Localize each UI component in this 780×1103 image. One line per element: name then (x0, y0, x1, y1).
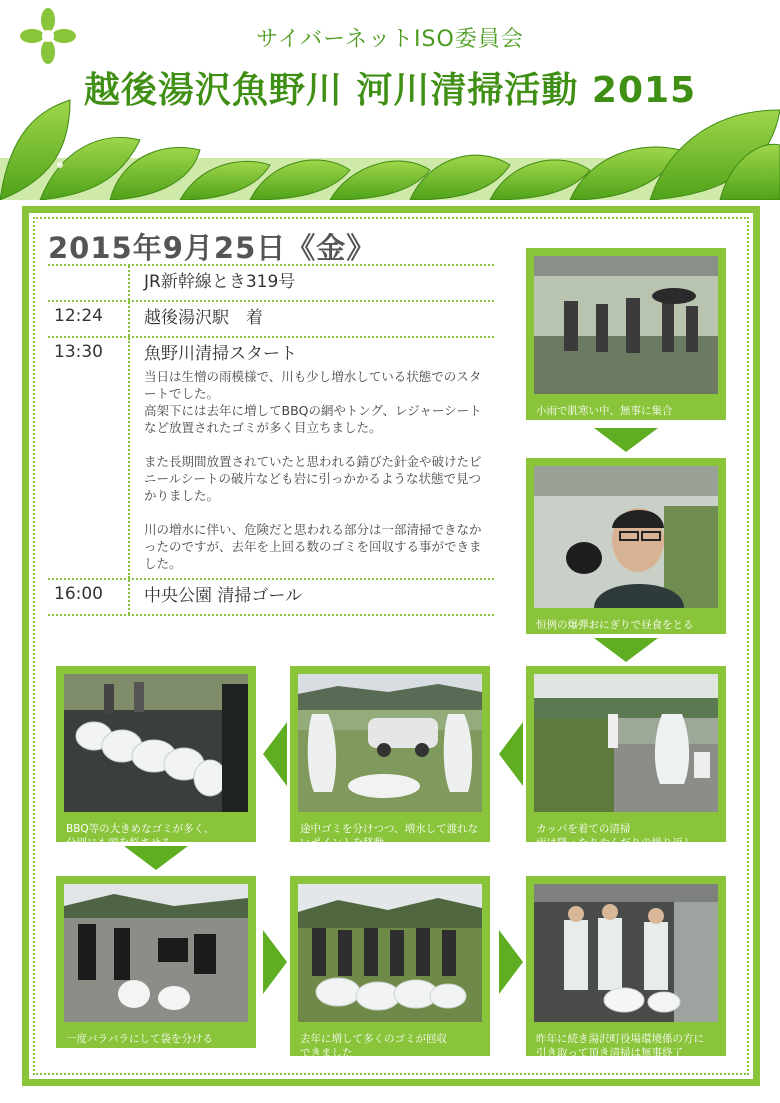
separating-bags-photo (64, 884, 248, 1022)
photo-card (526, 248, 726, 420)
flow-arrow-right-icon (263, 930, 287, 994)
timeline-row (48, 578, 494, 616)
timeline-event: 魚野川清掃スタート (144, 344, 297, 364)
photo-caption: 一度バラバラにして袋を分ける (66, 1033, 213, 1045)
photo-card (56, 666, 256, 849)
flow-arrow-right-icon (499, 930, 523, 994)
timeline (48, 264, 494, 616)
lunch-photo (534, 466, 718, 608)
photo-caption: カッパを着ての清掃 雨は降ったりやんだりの繰り返し (536, 823, 694, 849)
timeline-row (48, 300, 494, 336)
timeline-row (48, 336, 494, 578)
timeline-body (128, 266, 494, 300)
timeline-description: 当日は生憎の雨模様で、川も少し増水している状態でのスタートでした。 高架下には去年に増してBBQの網やトング、レジャーシートなど放置されたゴミが多く目立ちました。 また長期間放置されていたと思われる錆びた針金や破けたビニールシートの破片なども岩に引っかかるような状態で見つかりました。 川の増水に伴い、危険だと思われる部分は一部清掃できなかったのですが、去年を上回る数のゴミを回収する事ができました。 (144, 369, 482, 571)
photo-caption: 途中ゴミを分けつつ、増水して渡れないポイントを移動 (300, 823, 479, 849)
timeline-time: 16:00 (54, 584, 103, 604)
flow-arrow-down-icon (594, 638, 658, 662)
cleanup-complete-photo (534, 884, 718, 1022)
timeline-body (128, 580, 494, 614)
event-date: 2015年9月25日《金》 (48, 231, 377, 265)
group-gathering-photo (534, 256, 718, 394)
timeline-event: 越後湯沢駅 着 (144, 308, 263, 328)
photo-card (526, 666, 726, 849)
photo-caption: 小雨で肌寒い中、無事に集合 (536, 405, 673, 417)
photo-caption: 昨年に続き湯沢町役場環境係の方に 引き取って頂き清掃は無事終了 (536, 1033, 704, 1059)
flow-arrow-left-icon (499, 722, 523, 786)
flow-arrow-down-icon (594, 428, 658, 452)
page-title: 越後湯沢魚野川 河川清掃活動 2015 (83, 70, 697, 111)
flow-arrow-down-icon (124, 846, 188, 870)
timeline-body (128, 302, 494, 336)
photo-card (526, 876, 726, 1059)
timeline-time: 13:30 (54, 342, 103, 362)
flow-arrow-left-icon (263, 722, 287, 786)
moving-points-photo (298, 674, 482, 812)
raincoat-cleaning-photo (534, 674, 718, 812)
photo-caption: BBQ等の大きめなゴミが多く、 分別にも頭を悩ませる (66, 823, 215, 849)
organization-name: サイバーネットISO委員会 (256, 27, 524, 52)
header (0, 0, 780, 200)
photo-caption: 恒例の爆弾おにぎりで昼食をとる (536, 619, 694, 631)
timeline-event: 中央公園 清掃ゴール (144, 586, 303, 606)
photo-card (290, 666, 490, 849)
timeline-event: JR新幹線とき319号 (144, 272, 296, 292)
photo-card (526, 458, 726, 634)
photo-card (56, 876, 256, 1048)
timeline-row (48, 264, 494, 300)
photo-caption: 去年に増して多くのゴミが回収 できました (300, 1033, 447, 1059)
photo-card (290, 876, 490, 1059)
bbq-trash-photo (64, 674, 248, 812)
collected-trash-group-photo (298, 884, 482, 1022)
timeline-body (128, 338, 494, 578)
timeline-time: 12:24 (54, 306, 103, 326)
